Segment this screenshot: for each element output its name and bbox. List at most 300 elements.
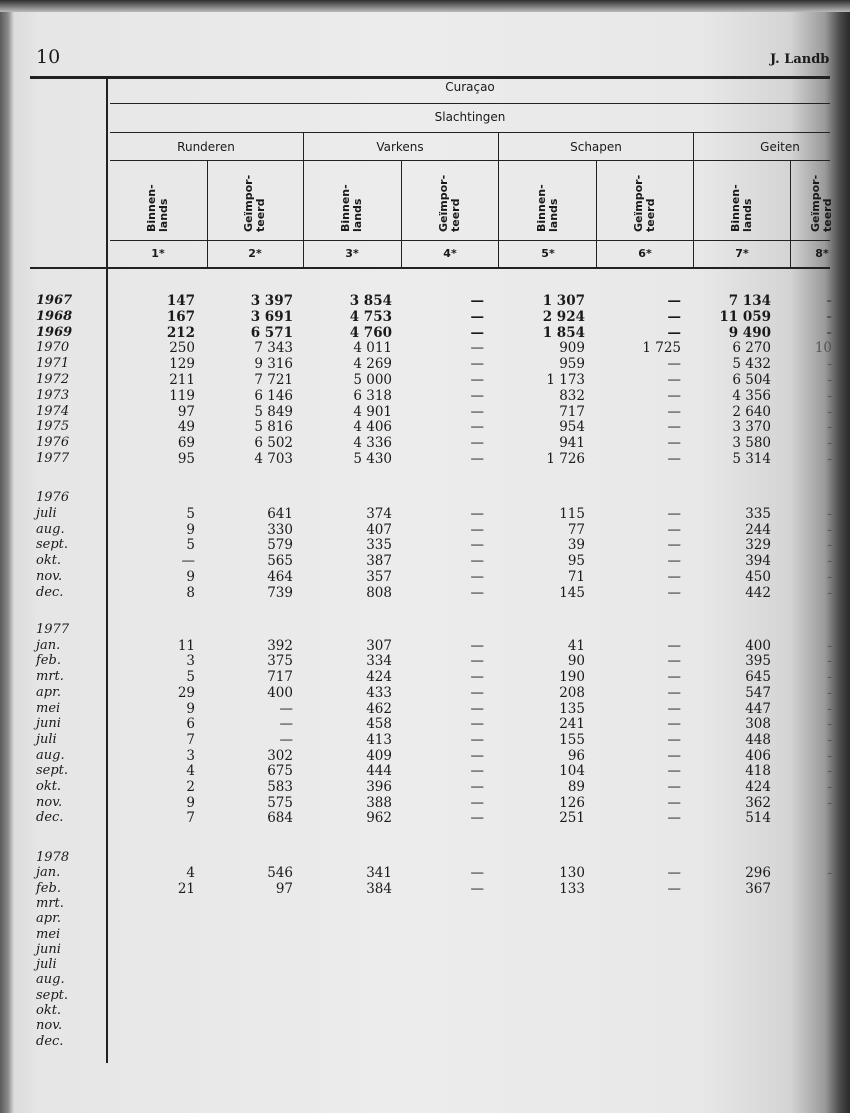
row-label: mrt. (36, 669, 64, 685)
table-cell: — (470, 419, 484, 436)
table-cell: 5 314 (732, 451, 771, 467)
table-cell: 442 (745, 584, 771, 601)
table-cell: — (667, 537, 681, 554)
table-cell: — (667, 716, 681, 733)
table-cell: 212 (166, 324, 195, 341)
table-cell: 2 640 (732, 403, 771, 420)
table-cell: 444 (366, 763, 392, 780)
table-cell: 6 571 (250, 324, 293, 341)
table-cell: 400 (267, 684, 293, 701)
row-label: mei (36, 926, 61, 942)
table-cell: 464 (267, 569, 293, 585)
table-cell: - (827, 505, 832, 522)
table-cell: 4 269 (353, 356, 392, 373)
row-label: nov. (36, 1018, 63, 1034)
table-cell: 330 (267, 521, 293, 538)
table-cell: 641 (267, 505, 293, 522)
table-cell: 583 (267, 779, 293, 795)
row-label: aug. (36, 747, 65, 763)
table-cell: 329 (745, 537, 771, 554)
table-cell: 6 502 (254, 435, 293, 452)
table-cell: 5 430 (353, 451, 392, 467)
table-cell: - (827, 553, 832, 570)
table-cell: 392 (267, 637, 293, 654)
table-cell: — (470, 684, 484, 701)
group-divider (303, 132, 304, 269)
table-cell: — (667, 569, 681, 585)
column-number: 1* (151, 247, 165, 260)
table-cell: 3 580 (732, 435, 771, 452)
table-cell: — (470, 293, 484, 309)
subcolumn-header: Binnen- lands (145, 184, 170, 232)
table-cell: — (470, 700, 484, 717)
table-cell: 4 406 (353, 419, 392, 436)
row-label: 1967 (36, 293, 73, 308)
row-label: feb. (36, 880, 61, 896)
table-cell: 832 (559, 387, 585, 404)
table-cell: 362 (745, 794, 771, 811)
table-cell: — (470, 584, 484, 601)
row-label: juli (36, 505, 57, 521)
table-cell: 7 (186, 731, 195, 748)
table-cell: 367 (745, 880, 771, 897)
column-number: 7* (735, 247, 749, 260)
table-cell: 5 000 (353, 372, 392, 388)
table-cell: 11 (177, 637, 195, 654)
category-header: Slachtingen (434, 110, 506, 124)
table-cell: 341 (366, 865, 392, 882)
table-cell: — (470, 779, 484, 795)
row-label: 1976 (36, 435, 70, 451)
table-cell: 424 (745, 779, 771, 795)
table-cell: 909 (559, 340, 585, 357)
table-cell: 739 (267, 584, 293, 601)
table-cell: 962 (366, 810, 392, 827)
table-cell: 97 (177, 403, 195, 420)
table-cell: 208 (559, 684, 585, 701)
table-cell: — (667, 387, 681, 404)
table-cell: - (826, 293, 832, 309)
table-cell: 424 (366, 669, 392, 686)
table-cell: — (667, 810, 681, 827)
table-cell: 7 721 (254, 372, 293, 388)
table-cell: 10 (814, 340, 832, 357)
table-cell: — (470, 865, 484, 882)
table-cell: — (667, 505, 681, 522)
table-cell: 145 (559, 584, 585, 601)
table-cell: 8 (186, 584, 195, 601)
rule (110, 103, 830, 104)
row-label: apr. (36, 911, 61, 927)
table-cell: — (470, 810, 484, 827)
table-cell: 11 059 (719, 308, 771, 325)
table-cell: — (667, 584, 681, 601)
table-cell: — (470, 521, 484, 538)
group-header-runderen: Runderen (177, 140, 235, 154)
table-cell: 462 (366, 700, 392, 717)
subcolumn-divider (596, 160, 597, 269)
table-cell: 147 (166, 293, 195, 309)
table-cell: — (667, 372, 681, 388)
table-cell: 388 (366, 794, 392, 811)
table-cell: 167 (166, 308, 195, 325)
table-cell: - (827, 435, 832, 452)
row-label: nov. (36, 569, 63, 584)
table-cell: 89 (567, 779, 585, 795)
table-cell: — (470, 356, 484, 373)
row-label: juli (36, 731, 57, 747)
table-cell: 407 (366, 521, 392, 538)
table-cell: - (827, 865, 832, 882)
subcolumn-header: Geïmpor- teerd (437, 174, 462, 232)
table-cell: 450 (745, 569, 771, 585)
table-cell: - (827, 356, 832, 373)
table-cell: — (667, 637, 681, 654)
table-cell: 9 (186, 521, 195, 538)
table-cell: — (667, 521, 681, 538)
table-cell: — (470, 505, 484, 522)
table-cell: — (279, 731, 293, 748)
row-label: nov. (36, 794, 63, 810)
table-cell: 717 (267, 669, 293, 686)
table-cell: — (279, 716, 293, 733)
column-number: 4* (443, 247, 457, 260)
table-cell: 6 504 (732, 372, 771, 388)
table-cell: — (667, 731, 681, 748)
table-cell: — (667, 669, 681, 686)
table-cell: — (667, 403, 681, 420)
table-cell: 7 343 (254, 340, 293, 357)
table-cell: — (667, 684, 681, 701)
table-cell: — (470, 403, 484, 420)
row-label: okt. (36, 779, 62, 794)
table-cell: — (470, 553, 484, 570)
table-cell: - (827, 716, 832, 733)
row-label: 1977 (36, 451, 70, 466)
table-cell: — (667, 293, 681, 309)
row-label: jan. (36, 865, 61, 881)
table-cell: 39 (567, 537, 585, 554)
table-cell: 409 (366, 747, 392, 764)
table-cell: 334 (366, 653, 392, 670)
table-cell: 575 (267, 794, 293, 811)
table-cell: 717 (559, 403, 585, 420)
table-cell: — (470, 308, 484, 325)
table-cell: 9 490 (728, 324, 771, 341)
table-cell: 126 (559, 794, 585, 811)
column-number: 6* (638, 247, 652, 260)
table-cell: 3 (186, 653, 195, 670)
row-label: feb. (36, 653, 61, 669)
running-header: J. Landb (770, 52, 830, 67)
table-cell: — (667, 308, 681, 325)
table-cell: 384 (366, 880, 392, 897)
section-year-label: 1978 (36, 850, 70, 865)
rule (110, 240, 830, 241)
column-number: 5* (541, 247, 555, 260)
table-cell: 5 816 (254, 419, 293, 436)
table-cell: — (667, 779, 681, 795)
table-cell: 1 725 (642, 340, 681, 357)
table-cell: 251 (559, 810, 585, 827)
subcolumn-header: Binnen- lands (535, 184, 560, 232)
table-cell: - (827, 451, 832, 467)
table-cell: 96 (567, 747, 585, 764)
table-cell: 4 901 (353, 403, 392, 420)
row-label: aug. (36, 521, 65, 537)
table-cell: - (826, 308, 832, 325)
rule (110, 160, 830, 161)
table-cell: - (827, 684, 832, 701)
table-cell: 374 (366, 505, 392, 522)
table-cell: 5 (186, 537, 195, 554)
row-label: 1971 (36, 356, 70, 372)
table-cell: 400 (745, 637, 771, 654)
table-cell: — (667, 700, 681, 717)
row-label: jan. (36, 637, 61, 653)
group-divider (693, 132, 694, 269)
row-label: dec. (36, 1033, 64, 1049)
table-cell: 5 849 (254, 403, 293, 420)
table-cell: 3 854 (349, 293, 392, 309)
subcolumn-divider (401, 160, 402, 269)
table-cell: 5 (186, 505, 195, 522)
table-cell: 9 (186, 569, 195, 585)
table-cell: - (827, 763, 832, 780)
table-top-rule (30, 76, 830, 79)
table-cell: 433 (366, 684, 392, 701)
group-header-geiten: Geiten (760, 140, 800, 154)
table-cell: 129 (169, 356, 195, 373)
table-cell: 90 (567, 653, 585, 670)
table-cell: - (827, 569, 832, 585)
section-year-label: 1977 (36, 622, 70, 637)
subcolumn-header: Geïmpor- teerd (632, 174, 657, 232)
group-divider (498, 132, 499, 269)
table-cell: 115 (559, 505, 585, 522)
column-number: 3* (345, 247, 359, 260)
table-cell: — (470, 794, 484, 811)
table-cell: — (667, 435, 681, 452)
table-cell: 7 (186, 810, 195, 827)
table-cell: 5 432 (732, 356, 771, 373)
row-label: mrt. (36, 895, 64, 911)
table-cell: 71 (567, 569, 585, 585)
table-cell: 6 146 (254, 387, 293, 404)
table-cell: 6 270 (732, 340, 771, 357)
table-cell: 119 (169, 387, 195, 404)
row-label: 1968 (36, 308, 73, 324)
table-cell: 394 (745, 553, 771, 570)
row-label: 1974 (36, 403, 70, 419)
row-label: okt. (36, 553, 62, 569)
table-cell: 302 (267, 747, 293, 764)
table-cell: — (667, 653, 681, 670)
table-cell: 211 (169, 372, 195, 388)
table-cell: — (470, 372, 484, 388)
table-cell: — (470, 537, 484, 554)
table-cell: - (827, 747, 832, 764)
table-cell: 546 (267, 865, 293, 882)
group-header-schapen: Schapen (570, 140, 622, 154)
table-cell: — (470, 716, 484, 733)
table-cell: 1 307 (542, 293, 585, 309)
table-cell: - (827, 387, 832, 404)
table-cell: — (470, 731, 484, 748)
table-cell: 375 (267, 653, 293, 670)
table-cell: 675 (267, 763, 293, 780)
table-cell: 49 (177, 419, 195, 436)
table-cell: 413 (366, 731, 392, 748)
row-label: dec. (36, 584, 64, 600)
table-cell: - (827, 419, 832, 436)
table-cell: 6 318 (353, 387, 392, 404)
table-cell: 941 (559, 435, 585, 452)
table-cell: - (827, 779, 832, 795)
table-cell: - (826, 324, 832, 341)
table-cell: - (827, 584, 832, 601)
row-label: sept. (36, 763, 69, 779)
table-cell: 4 356 (732, 387, 771, 404)
table-cell: 2 924 (542, 308, 585, 325)
group-header-varkens: Varkens (376, 140, 424, 154)
stub-divider (106, 78, 108, 1063)
table-cell: 458 (366, 716, 392, 733)
table-cell: 579 (267, 537, 293, 554)
row-label: juni (36, 716, 61, 732)
row-label: sept. (36, 987, 69, 1003)
table-cell: 4 (186, 865, 195, 882)
row-label: 1973 (36, 387, 70, 403)
row-label: mei (36, 700, 61, 716)
table-cell: - (827, 372, 832, 388)
region-header: Curaçao (445, 80, 495, 94)
table-cell: 9 316 (254, 356, 293, 373)
section-year-label: 1976 (36, 490, 70, 505)
table-cell: — (470, 653, 484, 670)
table-cell: - (827, 669, 832, 686)
table-cell: 959 (559, 356, 585, 373)
table-cell: 4 703 (254, 451, 293, 467)
table-cell: 3 397 (250, 293, 293, 309)
table-cell: 5 (186, 669, 195, 686)
table-cell: 4 753 (349, 308, 392, 325)
rule (110, 132, 830, 133)
table-cell: 4 760 (349, 324, 392, 341)
table-cell: — (667, 763, 681, 780)
table-cell: — (470, 669, 484, 686)
table-cell: 41 (567, 637, 585, 654)
table-cell: 69 (177, 435, 195, 452)
table-cell: 4 011 (353, 340, 392, 357)
table-cell: - (827, 653, 832, 670)
row-label: okt. (36, 1003, 62, 1018)
row-label: juli (36, 957, 57, 973)
table-cell: 684 (267, 810, 293, 827)
table-cell: 296 (745, 865, 771, 882)
table-cell: — (667, 451, 681, 467)
table-cell: 645 (745, 669, 771, 686)
table-cell: — (667, 865, 681, 882)
table-cell: 244 (745, 521, 771, 538)
table-cell: 95 (177, 451, 195, 467)
table-cell: 190 (559, 669, 585, 686)
table-cell: - (827, 537, 832, 554)
table-cell: 514 (745, 810, 771, 827)
table-cell: 9 (186, 794, 195, 811)
table-cell: 808 (366, 584, 392, 601)
table-cell: 104 (559, 763, 585, 780)
subcolumn-divider (207, 160, 208, 269)
table-cell: 4 336 (353, 435, 392, 452)
table-cell: — (470, 569, 484, 585)
table-cell: — (470, 340, 484, 357)
table-cell: 21 (177, 880, 195, 897)
table-cell: 29 (177, 684, 195, 701)
row-label: aug. (36, 972, 65, 988)
header-bottom-rule (30, 267, 830, 269)
row-label: 1969 (36, 324, 73, 340)
table-cell: 241 (559, 716, 585, 733)
column-number: 8* (815, 247, 829, 260)
table-cell: 387 (366, 553, 392, 570)
table-cell: — (470, 880, 484, 897)
table-cell: 250 (169, 340, 195, 357)
row-label: 1970 (36, 340, 70, 356)
table-cell: — (470, 747, 484, 764)
subcolumn-header: Geïmpor- teerd (809, 174, 834, 232)
table-cell: 6 (186, 716, 195, 733)
table-cell: 335 (745, 505, 771, 522)
row-label: dec. (36, 810, 64, 826)
table-cell: — (181, 553, 195, 570)
subcolumn-divider (790, 160, 791, 269)
table-cell: — (470, 324, 484, 341)
table-cell: 1 854 (542, 324, 585, 341)
table-cell: - (827, 637, 832, 654)
table-cell: — (470, 387, 484, 404)
table-cell: 307 (366, 637, 392, 654)
table-cell: — (667, 880, 681, 897)
table-cell: 97 (275, 880, 293, 897)
table-cell: 565 (267, 553, 293, 570)
table-cell: 448 (745, 731, 771, 748)
page-number: 10 (36, 46, 61, 68)
table-cell: 3 691 (250, 308, 293, 325)
table-cell: — (667, 794, 681, 811)
table-cell: — (470, 435, 484, 452)
table-cell: 395 (745, 653, 771, 670)
table-cell: 547 (745, 684, 771, 701)
table-cell: - (827, 731, 832, 748)
table-cell: — (667, 747, 681, 764)
table-cell: — (470, 763, 484, 780)
table-cell: 418 (745, 763, 771, 780)
subcolumn-header: Binnen- lands (339, 184, 364, 232)
table-cell: 308 (745, 716, 771, 733)
table-cell: 155 (559, 731, 585, 748)
subcolumn-header: Binnen- lands (729, 184, 754, 232)
table-cell: 130 (559, 865, 585, 882)
table-cell: 3 (186, 747, 195, 764)
scan-edge (0, 0, 850, 12)
table-cell: 2 (186, 779, 195, 795)
table-cell: 3 370 (732, 419, 771, 436)
table-cell: 357 (366, 569, 392, 585)
table-cell: — (667, 324, 681, 341)
row-label: 1975 (36, 419, 70, 435)
table-cell: 95 (567, 553, 585, 570)
